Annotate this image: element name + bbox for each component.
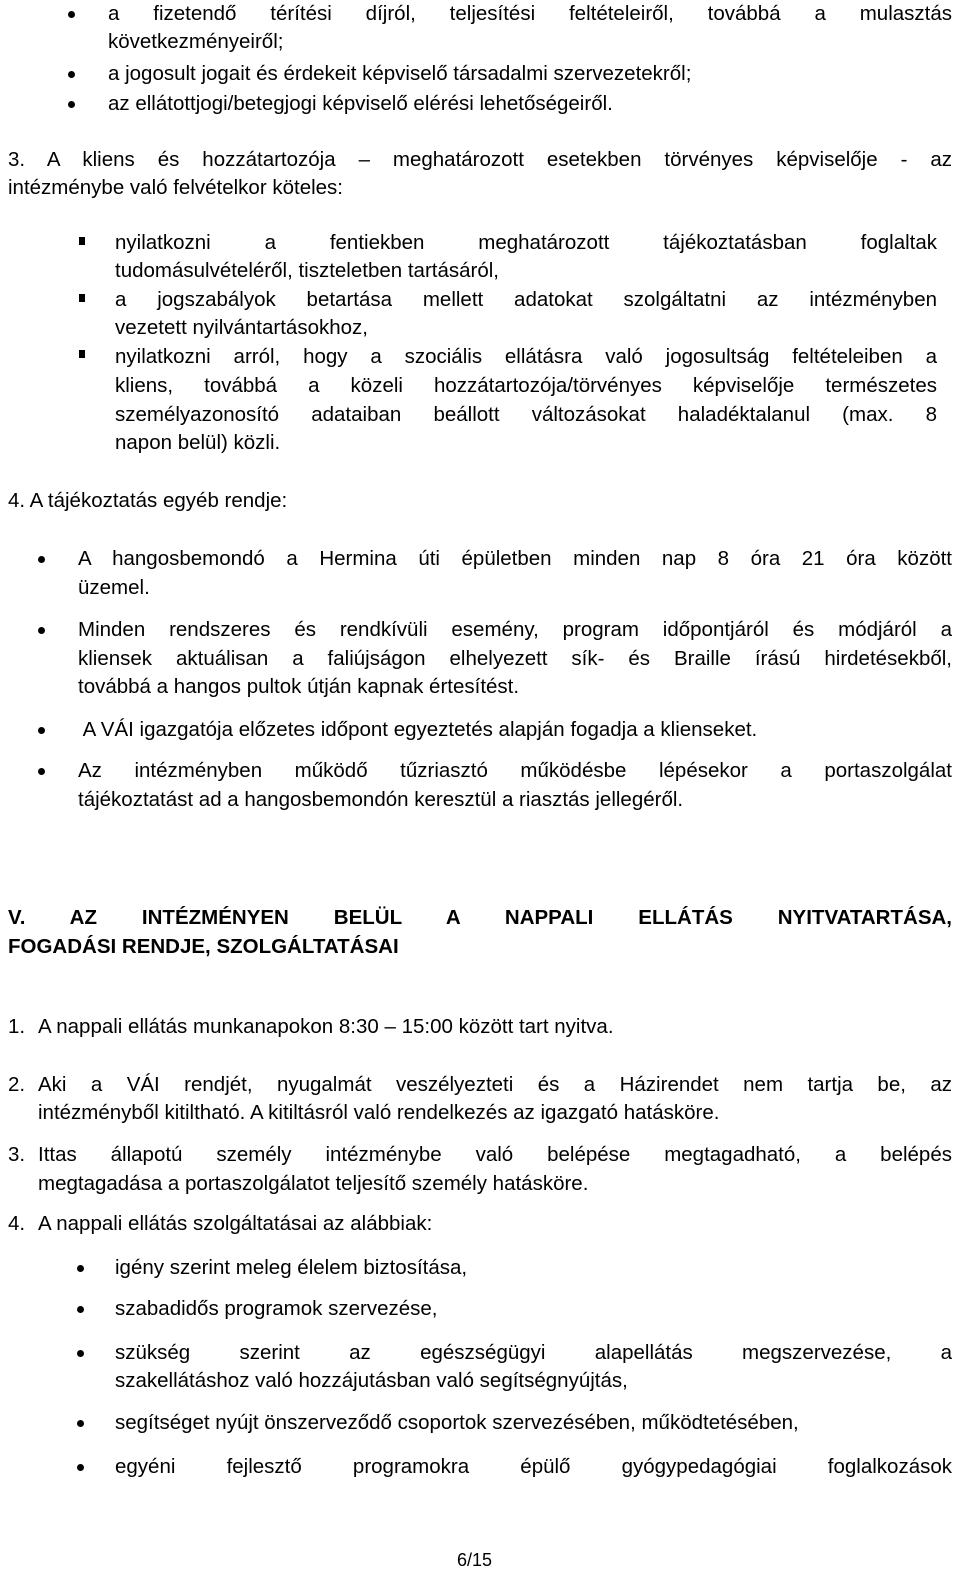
text-line: Ittas állapotú személy intézménybe való belépése megtagadható, a belépés [38, 1143, 952, 1166]
text-line: a fizetendő térítési díjról, teljesítési feltételeiről, továbbá a mulasztás [108, 2, 952, 25]
text-line: az ellátottjogi/betegjogi képviselő elérési lehetőségeiről. [108, 92, 613, 115]
item-number: 3. [8, 1143, 26, 1166]
text-line: intézményből kitiltható. A kitiltásról való rendelkezés az igazgató hatásköre. [38, 1101, 720, 1124]
text-line: A hangosbemondó a Hermina úti épületben minden nap 8 óra 21 óra között [78, 547, 952, 570]
text-line: kliensek aktuálisan a faliújságon elhelyezett sík- és Braille írású hirdetésekből, [78, 647, 952, 670]
bullet-marker [77, 1350, 84, 1357]
bullet-marker [38, 556, 45, 563]
section-title: 4. A tájékoztatás egyéb rendje: [8, 489, 288, 512]
bullet-marker [68, 71, 75, 78]
text-line: A nappali ellátás szolgáltatásai az alábbiak: [38, 1212, 433, 1235]
text-line: intézménybe való felvételkor köteles: [8, 176, 344, 199]
text-line: kliens, továbbá a közeli hozzátartozója/törvényes képviselője természetes [115, 374, 937, 397]
item-number: 4. [8, 1212, 26, 1235]
text-line: tájékoztatást ad a hangosbemondón keresztül a riasztás jellegéről. [78, 788, 684, 811]
text-line: személyazonosító adataiban beállott változásokat haladéktalanul (max. 8 [115, 403, 937, 426]
text-line: A nappali ellátás munkanapokon 8:30 – 15:00 között tart nyitva. [38, 1015, 614, 1038]
text-line: nyilatkozni arról, hogy a szociális ellátásra való jogosultság feltételeiben a [115, 345, 937, 368]
text-line: szabadidős programok szervezése, [115, 1297, 438, 1320]
bullet-marker [38, 768, 45, 775]
text-line: Az intézményben működő tűzriasztó működésbe lépésekor a portaszolgálat [78, 759, 952, 782]
text-line: Aki a VÁI rendjét, nyugalmát veszélyezteti és a Házirendet nem tartja be, az [38, 1073, 952, 1096]
section-heading: FOGADÁSI RENDJE, SZOLGÁLTATÁSAI [8, 935, 399, 958]
bullet-marker [77, 1265, 84, 1272]
bullet-marker [77, 1306, 84, 1313]
text-line: a jogszabályok betartása mellett adatokat szolgáltatni az intézményben [115, 288, 937, 311]
square-bullet-marker [79, 237, 85, 245]
item-number: 2. [8, 1073, 26, 1096]
text-line: Minden rendszeres és rendkívüli esemény, program időpontjáról és módjáról a [78, 618, 952, 641]
bullet-marker [38, 727, 45, 734]
bullet-marker [68, 101, 75, 108]
page-number: 6/15 [457, 1550, 493, 1570]
text-line: segítséget nyújt önszerveződő csoportok szervezésében, működtetésében, [115, 1411, 799, 1434]
bullet-marker [77, 1464, 84, 1471]
text-line: nyilatkozni a fentiekben meghatározott tájékoztatásban foglaltak [115, 231, 937, 254]
text-line: napon belül) közli. [115, 431, 281, 454]
text-line: üzemel. [78, 576, 150, 599]
text-line: szükség szerint az egészségügyi alapellátás megszervezése, a [115, 1341, 952, 1364]
text-line: tudomásulvételéről, tiszteletben tartásáról, [115, 259, 500, 282]
text-line: vezetett nyilvántartásokhoz, [115, 316, 368, 339]
square-bullet-marker [79, 294, 85, 302]
bullet-marker [38, 627, 45, 634]
text-line: megtagadása a portaszolgálatot teljesítő személy hatásköre. [38, 1172, 589, 1195]
bullet-marker [68, 11, 75, 18]
text-line: szakellátáshoz való hozzájutásban való segítségnyújtás, [115, 1369, 628, 1392]
text-line: A VÁI igazgatója előzetes időpont egyeztetés alapján fogadja a klienseket. [78, 718, 758, 741]
square-bullet-marker [79, 350, 85, 358]
text-line: egyéni fejlesztő programokra épülő gyógypedagógiai foglalkozások [115, 1455, 952, 1478]
text-line: következményeiről; [108, 30, 284, 53]
bullet-marker [77, 1420, 84, 1427]
text-line: 3. A kliens és hozzátartozója – meghatározott esetekben törvényes képviselője - az [8, 148, 952, 171]
item-number: 1. [8, 1015, 26, 1038]
text-line: a jogosult jogait és érdekeit képviselő társadalmi szervezetekről; [108, 62, 692, 85]
section-heading: V. AZ INTÉZMÉNYEN BELÜL A NAPPALI ELLÁTÁS NYITVATARTÁSA, [8, 906, 952, 929]
text-line: igény szerint meleg élelem biztosítása, [115, 1256, 468, 1279]
text-line: továbbá a hangos pultok útján kapnak értesítést. [78, 675, 520, 698]
